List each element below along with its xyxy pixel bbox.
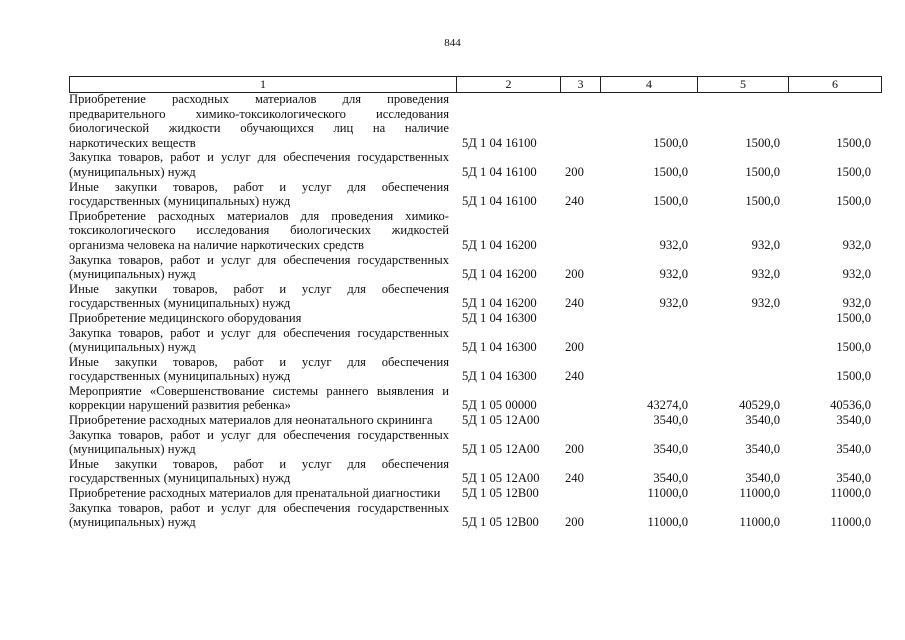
table-header (69, 76, 882, 93)
row-value-col4: 932,0 (659, 267, 688, 282)
row-value-col4: 932,0 (659, 237, 688, 252)
row-name: Иные закупки товаров, работ и услуг для обеспечения государственных (муниципальных) нужд (69, 354, 449, 384)
header-col-5: 5 (697, 77, 788, 92)
row-value-col6: 40536,0 (830, 398, 871, 413)
row-name: Закупка товаров, работ и услуг для обеспечения государственных (муниципальных) нужд (69, 150, 449, 179)
row-value-col6: 11000,0 (830, 486, 871, 501)
row-expense-type: 200 (565, 442, 584, 457)
row-value-col6: 1500,0 (836, 369, 871, 384)
row-name: Закупка товаров, работ и услуг для обеспечения государственных (муниципальных) нужд (69, 325, 449, 355)
row-value-col5: 932,0 (751, 267, 780, 282)
row-code: 5Д 1 04 16100 (462, 164, 537, 179)
row-value-col6: 1500,0 (836, 310, 871, 325)
row-value-col6: 1500,0 (836, 164, 871, 179)
row-value-col5: 1500,0 (745, 135, 780, 150)
row-value-col4: 932,0 (659, 296, 688, 311)
row-expense-type: 240 (565, 296, 584, 311)
header-col-1: 1 (260, 77, 266, 91)
row-code: 5Д 1 05 12В00 (462, 515, 539, 530)
row-value-col4: 1500,0 (653, 164, 688, 179)
row-name: Закупка товаров, работ и услуг для обеспечения государственных (муниципальных) нужд (69, 427, 449, 457)
row-name: Приобретение медицинского оборудования (69, 310, 302, 325)
table-row (69, 457, 875, 486)
row-value-col5: 932,0 (751, 237, 780, 252)
row-code: 5Д 1 04 16100 (462, 135, 537, 150)
row-code: 5Д 1 05 12В00 (462, 486, 539, 501)
row-value-col6: 1500,0 (836, 135, 871, 150)
row-code: 5Д 1 05 00000 (462, 398, 537, 413)
row-value-col5: 40529,0 (739, 398, 780, 413)
row-value-col6: 3540,0 (836, 413, 871, 428)
page-number: 844 (444, 37, 461, 49)
row-value-col6: 11000,0 (830, 515, 871, 530)
row-expense-type: 240 (565, 471, 584, 486)
table-row (69, 180, 875, 209)
row-name: Приобретение расходных материалов для проведения химико-токсикологического исследования биологических жидкостей организма человека на наличие наркотических средств (69, 208, 449, 252)
row-value-col6: 932,0 (842, 267, 871, 282)
table-row (69, 486, 875, 501)
row-code: 5Д 1 04 16200 (462, 237, 537, 252)
table-row (69, 355, 875, 384)
table-body (69, 92, 875, 530)
row-value-col4: 3540,0 (653, 471, 688, 486)
table-row (69, 282, 875, 311)
header-col-2: 2 (456, 77, 560, 92)
row-expense-type: 200 (565, 267, 584, 282)
row-code: 5Д 1 04 16100 (462, 194, 537, 209)
row-code: 5Д 1 04 16300 (462, 340, 537, 355)
row-code: 5Д 1 05 12А00 (462, 413, 540, 428)
table-row (69, 92, 875, 150)
row-expense-type: 200 (565, 515, 584, 530)
row-value-col4: 11000,0 (647, 486, 688, 501)
row-name: Приобретение расходных материалов для пренатальной диагностики (69, 486, 441, 501)
table-row (69, 501, 875, 530)
row-name: Закупка товаров, работ и услуг для обеспечения государственных (муниципальных) нужд (69, 252, 449, 282)
row-value-col6: 932,0 (842, 296, 871, 311)
row-value-col5: 1500,0 (745, 194, 780, 209)
table-row (69, 209, 875, 253)
row-value-col5: 3540,0 (745, 413, 780, 428)
row-expense-type: 200 (565, 340, 584, 355)
row-value-col6: 3540,0 (836, 471, 871, 486)
row-value-col6: 1500,0 (836, 194, 871, 209)
row-value-col6: 1500,0 (836, 340, 871, 355)
header-col-4: 4 (600, 77, 697, 92)
row-name: Иные закупки товаров, работ и услуг для обеспечения государственных (муниципальных) нужд (69, 456, 449, 486)
row-value-col4: 11000,0 (647, 515, 688, 530)
table-row (69, 384, 875, 413)
row-value-col4: 3540,0 (653, 413, 688, 428)
row-value-col5: 932,0 (751, 296, 780, 311)
row-expense-type: 240 (565, 194, 584, 209)
row-name: Закупка товаров, работ и услуг для обеспечения государственных (муниципальных) нужд (69, 500, 449, 530)
row-name: Мероприятие «Совершенствование системы раннего выявления и коррекции нарушений развития ребенка» (69, 383, 449, 413)
row-value-col6: 932,0 (842, 237, 871, 252)
row-code: 5Д 1 05 12А00 (462, 471, 540, 486)
row-value-col5: 3540,0 (745, 442, 780, 457)
row-value-col5: 3540,0 (745, 471, 780, 486)
row-value-col4: 1500,0 (653, 135, 688, 150)
table-row (69, 311, 875, 326)
table-row (69, 326, 875, 355)
header-col-6: 6 (788, 77, 881, 92)
row-code: 5Д 1 05 12А00 (462, 442, 540, 457)
row-value-col5: 1500,0 (745, 164, 780, 179)
row-expense-type: 240 (565, 369, 584, 384)
table-row (69, 150, 875, 179)
row-value-col4: 1500,0 (653, 194, 688, 209)
row-code: 5Д 1 04 16200 (462, 296, 537, 311)
table-row (69, 253, 875, 282)
row-code: 5Д 1 04 16200 (462, 267, 537, 282)
row-name: Иные закупки товаров, работ и услуг для обеспечения государственных (муниципальных) нужд (69, 281, 449, 311)
header-col-3: 3 (560, 77, 600, 92)
row-value-col4: 43274,0 (647, 398, 688, 413)
row-value-col5: 11000,0 (739, 515, 780, 530)
row-code: 5Д 1 04 16300 (462, 310, 537, 325)
table-row (69, 413, 875, 428)
row-expense-type: 200 (565, 164, 584, 179)
row-code: 5Д 1 04 16300 (462, 369, 537, 384)
row-name: Приобретение расходных материалов для проведения предварительного химико-токсикологического исследования биологической жидкости обучающихся лиц на наличие наркотических веществ (69, 92, 449, 150)
row-value-col6: 3540,0 (836, 442, 871, 457)
row-value-col4: 3540,0 (653, 442, 688, 457)
row-name: Приобретение расходных материалов для неонатального скрининга (69, 413, 433, 428)
row-value-col5: 11000,0 (739, 486, 780, 501)
row-name: Иные закупки товаров, работ и услуг для обеспечения государственных (муниципальных) нужд (69, 179, 449, 209)
table-row (69, 428, 875, 457)
